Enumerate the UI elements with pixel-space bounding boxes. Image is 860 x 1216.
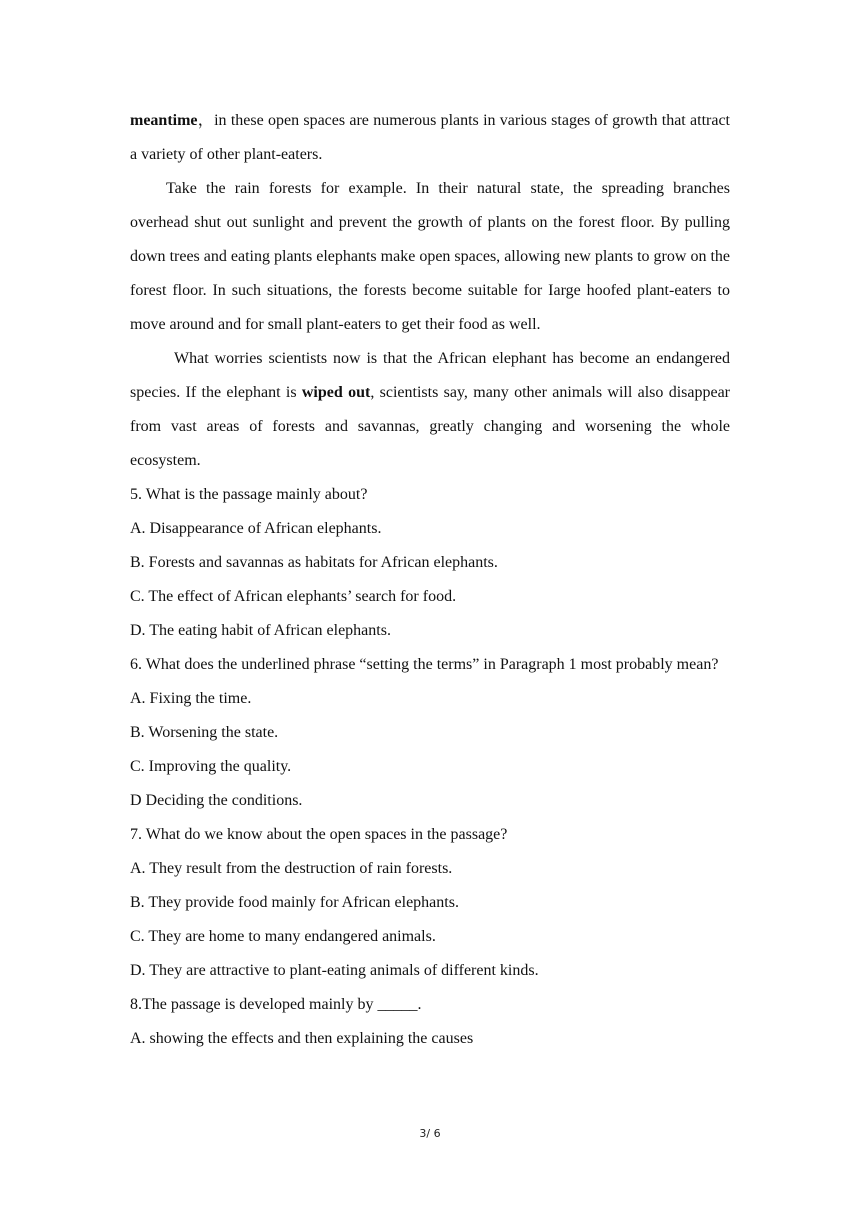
question-7-option-a: A. They result from the destruction of rain forests.	[130, 860, 453, 877]
question-6-stem: 6. What does the underlined phrase “setting the terms” in Paragraph 1 most probably mean?	[130, 656, 719, 673]
paragraph-1-text: in these open spaces are numerous plants in various stages of growth that attract a variety of other plant-eaters.	[130, 112, 730, 163]
question-5-stem: 5. What is the passage mainly about?	[130, 486, 368, 503]
document-page	[130, 104, 730, 1056]
fullwidth-comma: ，	[197, 112, 215, 129]
passage-paragraph-3	[130, 342, 730, 478]
question-5-option-c: C. The effect of African elephants’ search for food.	[130, 588, 457, 605]
passage-paragraph-2: Take the rain forests for example. In their natural state, the spreading branches overhead shut out sunlight and prevent the growth of plants on the forest floor. By pulling down trees and eating plants elephants make open spaces, allowing new plants to grow on the forest floor. In such situations, the forests become suitable for Iarge hoofed plant-eaters to move around and for small plant-eaters to get their food as well.	[130, 180, 730, 333]
question-7-stem: 7. What do we know about the open spaces in the passage?	[130, 826, 508, 843]
question-6-option-a: A. Fixing the time.	[130, 690, 252, 707]
question-7-option-b: B. They provide food mainly for African elephants.	[130, 894, 459, 911]
page-number: 3/ 6	[419, 1127, 441, 1140]
paragraph-3-text-after: , scientists say, many other animals will also disappear from vast areas of forests and savannas, greatly changing and worsening the whole ecosystem.	[130, 384, 730, 469]
bold-term-wiped-out: wiped out	[301, 384, 371, 401]
question-8-option-a: A. showing the effects and then explaining the causes	[130, 1030, 474, 1047]
question-6-option-d: D Deciding the conditions.	[130, 792, 303, 809]
question-6-option-c: C. Improving the quality.	[130, 758, 292, 775]
question-6-option-b: B. Worsening the state.	[130, 724, 279, 741]
question-5-option-a: A. Disappearance of African elephants.	[130, 520, 382, 537]
bold-term-meantime: meantime	[130, 112, 198, 129]
question-7-option-d: D. They are attractive to plant-eating animals of different kinds.	[130, 962, 539, 979]
paragraph-3-text-before: What worries scientists now is that the African elephant has become an endangered species. If the elephant is	[130, 350, 730, 401]
question-7-option-c: C. They are home to many endangered animals.	[130, 928, 436, 945]
question-8-stem: 8.The passage is developed mainly by _____.	[130, 996, 422, 1013]
question-5-option-d: D. The eating habit of African elephants.	[130, 622, 391, 639]
question-5-option-b: B. Forests and savannas as habitats for African elephants.	[130, 554, 498, 571]
passage-paragraph-1	[130, 104, 730, 172]
